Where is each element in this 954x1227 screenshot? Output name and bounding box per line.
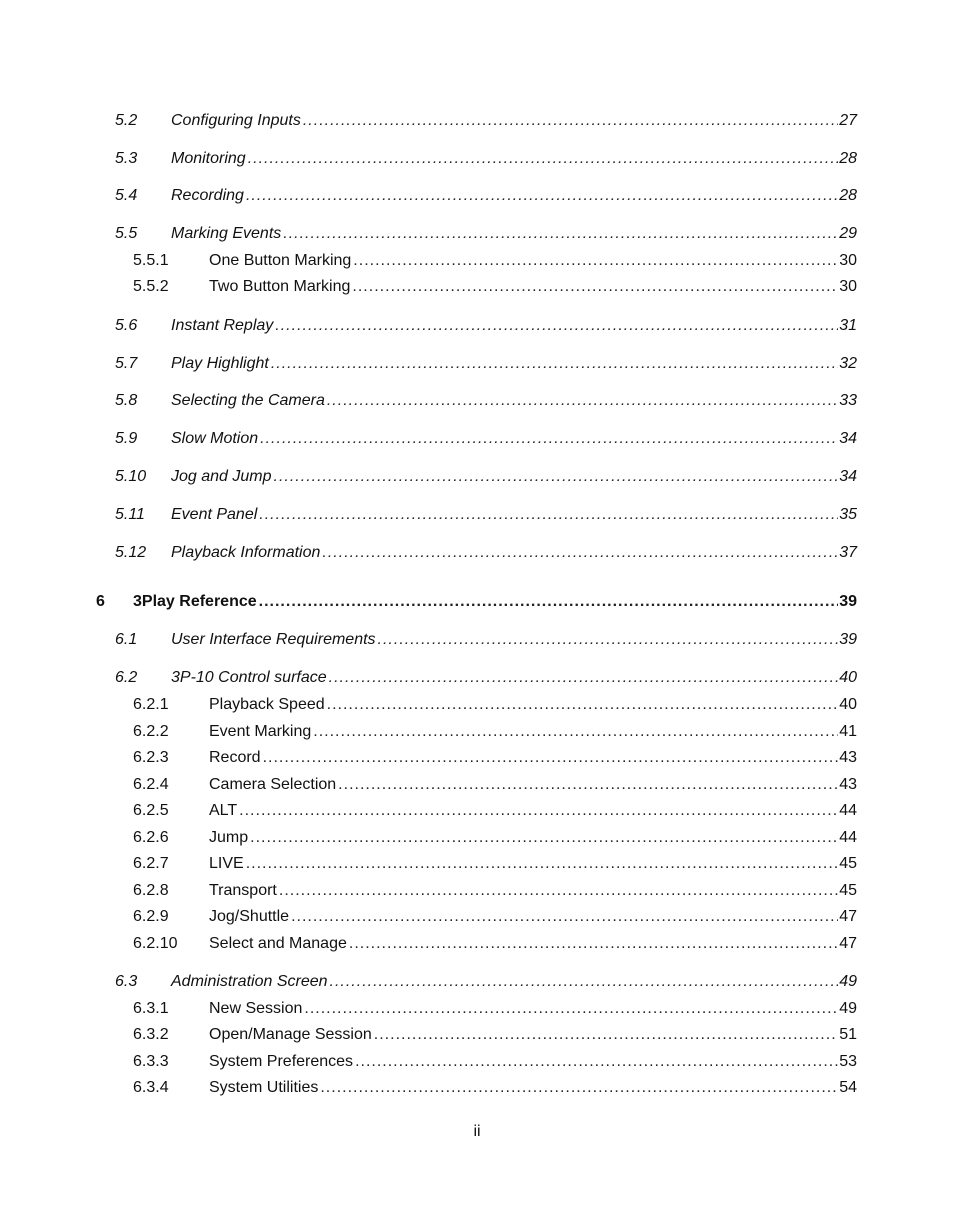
toc-entry[interactable]: [133, 721, 857, 743]
toc-dot-leader: [259, 504, 838, 526]
toc-entry-title: User Interface Requirements: [171, 631, 376, 648]
toc-entry[interactable]: [133, 774, 857, 796]
toc-dot-leader: [378, 629, 839, 651]
toc-entry-page: 39: [839, 631, 857, 648]
toc-entry-title: Transport: [209, 882, 277, 899]
toc-dot-leader: [320, 1077, 838, 1099]
toc-entry-page: 47: [839, 935, 857, 952]
toc-dot-leader: [246, 185, 838, 207]
toc-entry-number: 6.2: [115, 669, 138, 686]
toc-entry-page: 49: [839, 1000, 857, 1017]
toc-entry-page: 47: [839, 908, 857, 925]
toc-entry-number: 5.2: [115, 112, 138, 129]
toc-entry[interactable]: [133, 747, 857, 769]
toc-entry-title: 3Play Reference: [133, 593, 257, 610]
toc-entry-page: 43: [839, 749, 857, 766]
toc-entry-number: 5.10: [115, 468, 147, 485]
toc-entry-page: 31: [839, 317, 857, 334]
toc-entry-title: Event Marking: [209, 723, 312, 740]
toc-entry-number: 5.8: [115, 392, 138, 409]
toc-dot-leader: [352, 276, 838, 298]
toc-entry-number: 6.3.2: [133, 1026, 169, 1043]
toc-entry-number: 6.1: [115, 631, 138, 648]
toc-entry-number: 6: [96, 593, 105, 610]
toc-entry-page: 54: [839, 1079, 857, 1096]
toc-entry[interactable]: [133, 276, 857, 298]
toc-entry-title: Jump: [209, 829, 249, 846]
toc-dot-leader: [374, 1024, 838, 1046]
toc-entry[interactable]: [115, 148, 857, 170]
toc-dot-leader: [313, 721, 838, 743]
toc-entry[interactable]: [133, 800, 857, 822]
toc-entry-page: 44: [839, 802, 857, 819]
toc-entry-title: Marking Events: [171, 225, 282, 242]
toc-entry-title: System Preferences: [209, 1053, 354, 1070]
toc-entry[interactable]: [133, 827, 857, 849]
toc-entry-number: 6.2.5: [133, 802, 169, 819]
toc-dot-leader: [303, 110, 838, 132]
toc-dot-leader: [279, 880, 838, 902]
toc-dot-leader: [271, 353, 838, 375]
toc-entry[interactable]: [115, 185, 857, 207]
toc-entry-number: 5.5.2: [133, 278, 169, 295]
toc-entry[interactable]: [133, 998, 857, 1020]
toc-entry-page: 28: [839, 150, 857, 167]
toc-entry-title: Selecting the Camera: [171, 392, 325, 409]
toc-chapter-entry[interactable]: [96, 591, 857, 613]
toc-entry-title: Open/Manage Session: [209, 1026, 372, 1043]
toc-entry-page: 53: [839, 1053, 857, 1070]
toc-entry[interactable]: [115, 390, 857, 412]
toc-entry[interactable]: [115, 315, 857, 337]
toc-entry-title: LIVE: [209, 855, 244, 872]
toc-entry[interactable]: [115, 466, 857, 488]
toc-entry-title: Slow Motion: [171, 430, 259, 447]
toc-entry-number: 6.2.9: [133, 908, 169, 925]
toc-entry-title: Recording: [171, 187, 244, 204]
toc-dot-leader: [355, 1051, 838, 1073]
toc-dot-leader: [327, 694, 839, 716]
toc-dot-leader: [260, 428, 838, 450]
toc-entry-title: Playback Speed: [209, 696, 325, 713]
toc-entry-number: 5.6: [115, 317, 138, 334]
toc-entry-number: 6.2.10: [133, 935, 178, 952]
toc-entry[interactable]: [133, 933, 857, 955]
toc-entry-page: 32: [839, 355, 857, 372]
toc-entry-title: Event Panel: [171, 506, 258, 523]
toc-entry[interactable]: [133, 1024, 857, 1046]
toc-entry[interactable]: [115, 629, 857, 651]
toc-dot-leader: [248, 148, 839, 170]
toc-entry-page: 43: [839, 776, 857, 793]
toc-entry-title: Select and Manage: [209, 935, 347, 952]
toc-entry-title: Playback Information: [171, 544, 321, 561]
toc-entry-page: 34: [839, 468, 857, 485]
toc-dot-leader: [239, 800, 838, 822]
toc-dot-leader: [329, 667, 839, 689]
toc-entry[interactable]: [115, 110, 857, 132]
toc-entry-page: 30: [839, 278, 857, 295]
toc-entry-page: 39: [839, 593, 857, 610]
toc-entry-number: 6.2.8: [133, 882, 169, 899]
toc-entry-page: 45: [839, 855, 857, 872]
page-number-footer: ii: [473, 1123, 481, 1140]
toc-entry-title: One Button Marking: [209, 252, 352, 269]
toc-entry-number: 6.2.1: [133, 696, 169, 713]
toc-entry-page: 27: [839, 112, 857, 129]
toc-entry-title: Configuring Inputs: [171, 112, 301, 129]
toc-entry[interactable]: [115, 223, 857, 245]
toc-entry[interactable]: [133, 880, 857, 902]
toc-entry-page: 37: [839, 544, 857, 561]
toc-entry-number: 5.5.1: [133, 252, 169, 269]
toc-entry-page: 40: [839, 696, 857, 713]
toc-entry-number: 5.4: [115, 187, 138, 204]
toc-entry-title: Administration Screen: [171, 973, 328, 990]
toc-entry[interactable]: [133, 250, 857, 272]
toc-entry[interactable]: [115, 504, 857, 526]
toc-entry-page: 49: [839, 973, 857, 990]
toc-entry-title: ALT: [209, 802, 238, 819]
toc-entry[interactable]: [133, 1077, 857, 1099]
toc-entry-page: 28: [839, 187, 857, 204]
toc-entry-number: 5.11: [115, 506, 145, 523]
toc-dot-leader: [322, 542, 838, 564]
toc-dot-leader: [275, 315, 838, 337]
toc-entry-page: 51: [839, 1026, 857, 1043]
toc-dot-leader: [349, 933, 838, 955]
toc-entry-title: 3P-10 Control surface: [171, 669, 327, 686]
toc-entry-number: 6.2.4: [133, 776, 169, 793]
toc-entry-title: Instant Replay: [171, 317, 274, 334]
toc-entry[interactable]: [133, 906, 857, 928]
toc-dot-leader: [283, 223, 838, 245]
toc-entry-page: 40: [839, 669, 857, 686]
toc-entry-page: 34: [839, 430, 857, 447]
toc-dot-leader: [304, 998, 838, 1020]
toc-entry-number: 6.3.1: [133, 1000, 169, 1017]
toc-dot-leader: [353, 250, 838, 272]
toc-dot-leader: [246, 853, 839, 875]
toc-entry-number: 5.5: [115, 225, 138, 242]
toc-entry-page: 33: [839, 392, 857, 409]
toc-entry-number: 6.3.4: [133, 1079, 169, 1096]
toc-dot-leader: [274, 466, 839, 488]
toc-entry[interactable]: [115, 667, 857, 689]
toc-entry-number: 6.2.2: [133, 723, 169, 740]
toc-dot-leader: [259, 591, 839, 613]
toc-entry[interactable]: [115, 971, 857, 993]
toc-dot-leader: [291, 906, 838, 928]
toc-entry[interactable]: [133, 694, 857, 716]
toc-entry-page: 35: [839, 506, 857, 523]
toc-entry-number: 5.9: [115, 430, 138, 447]
toc-entry-number: 5.7: [115, 355, 138, 372]
toc-entry[interactable]: [115, 542, 857, 564]
toc-entry-title: Jog and Jump: [171, 468, 272, 485]
toc-entry-page: 44: [839, 829, 857, 846]
toc-entry-number: 6.2.3: [133, 749, 169, 766]
toc-dot-leader: [330, 971, 839, 993]
toc-entry-title: New Session: [209, 1000, 303, 1017]
toc-entry-page: 45: [839, 882, 857, 899]
toc-entry-title: System Utilities: [209, 1079, 319, 1096]
toc-dot-leader: [250, 827, 838, 849]
toc-dot-leader: [327, 390, 838, 412]
toc-entry-number: 6.2.6: [133, 829, 169, 846]
toc-entry-page: 29: [839, 225, 857, 242]
toc-entry[interactable]: [133, 1051, 857, 1073]
toc-entry-number: 6.3: [115, 973, 138, 990]
toc-dot-leader: [263, 747, 839, 769]
toc-entry-number: 6.2.7: [133, 855, 169, 872]
toc-entry-title: Jog/Shuttle: [209, 908, 290, 925]
toc-entry-title: Two Button Marking: [209, 278, 351, 295]
toc-entry-number: 5.12: [115, 544, 147, 561]
toc-entry-title: Record: [209, 749, 261, 766]
toc-entry-page: 30: [839, 252, 857, 269]
toc-entry-number: 5.3: [115, 150, 138, 167]
toc-entry-title: Play Highlight: [171, 355, 269, 372]
toc-entry-number: 6.3.3: [133, 1053, 169, 1070]
toc-entry-title: Camera Selection: [209, 776, 337, 793]
toc-entry[interactable]: [115, 353, 857, 375]
toc-entry[interactable]: [115, 428, 857, 450]
toc-entry[interactable]: [133, 853, 857, 875]
toc-entry-page: 41: [839, 723, 857, 740]
toc-dot-leader: [338, 774, 838, 796]
toc-entry-title: Monitoring: [171, 150, 246, 167]
